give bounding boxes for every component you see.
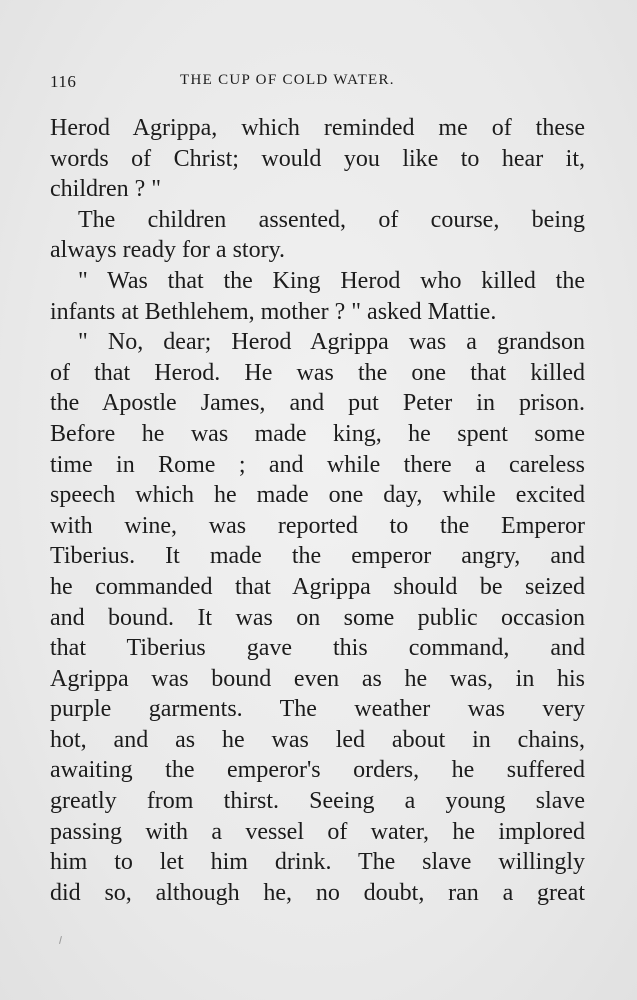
text-line: Herod Agrippa, which reminded me of these xyxy=(50,115,585,141)
text-line: greatly from thirst. Seeing a young slave xyxy=(50,788,585,815)
text-line: purple garments. The weather was very xyxy=(50,696,585,723)
text-line: of that Herod. He was the one that killed xyxy=(50,359,585,386)
text-line: " Was that the King Herod who killed the xyxy=(78,267,585,294)
text-line: children ? " xyxy=(50,176,162,203)
page-number: 116 xyxy=(50,72,77,91)
text-line: " No, dear; Herod Agrippa was a grandson xyxy=(78,329,585,356)
paper-speck xyxy=(59,936,62,944)
running-header xyxy=(50,72,585,96)
text-line: Tiberius. It made the emperor angry, and xyxy=(50,543,585,570)
text-line: did so, although he, no doubt, ran a great xyxy=(50,879,585,906)
text-line: awaiting the emperor's orders, he suffered xyxy=(50,757,585,784)
text-line: passing with a vessel of water, he implored xyxy=(50,818,585,845)
text-line: speech which he made one day, while excited xyxy=(50,482,585,509)
text-line: with wine, was reported to the Emperor xyxy=(50,512,585,539)
text-line: words of Christ; would you like to hear it, xyxy=(50,145,585,172)
running-title: THE CUP OF COLD WATER. xyxy=(180,72,395,88)
text-line: always ready for a story. xyxy=(50,237,286,264)
text-line: hot, and as he was led about in chains, xyxy=(50,726,585,753)
text-line: time in Rome ; and while there a careless xyxy=(50,451,585,478)
text-line: the Apostle James, and put Peter in prison. xyxy=(50,390,585,417)
text-line: he commanded that Agrippa should be seized xyxy=(50,573,585,600)
text-line: infants at Bethlehem, mother ? " asked Mattie. xyxy=(50,298,497,325)
text-line: Agrippa was bound even as he was, in his xyxy=(50,665,585,692)
text-line: Before he was made king, he spent some xyxy=(50,420,585,447)
text-line: The children assented, of course, being xyxy=(78,206,585,233)
text-line: and bound. It was on some public occasion xyxy=(50,604,585,631)
body-text xyxy=(50,113,585,908)
text-line: that Tiberius gave this command, and xyxy=(50,635,585,662)
text-line: him to let him drink. The slave willingly xyxy=(50,849,585,876)
